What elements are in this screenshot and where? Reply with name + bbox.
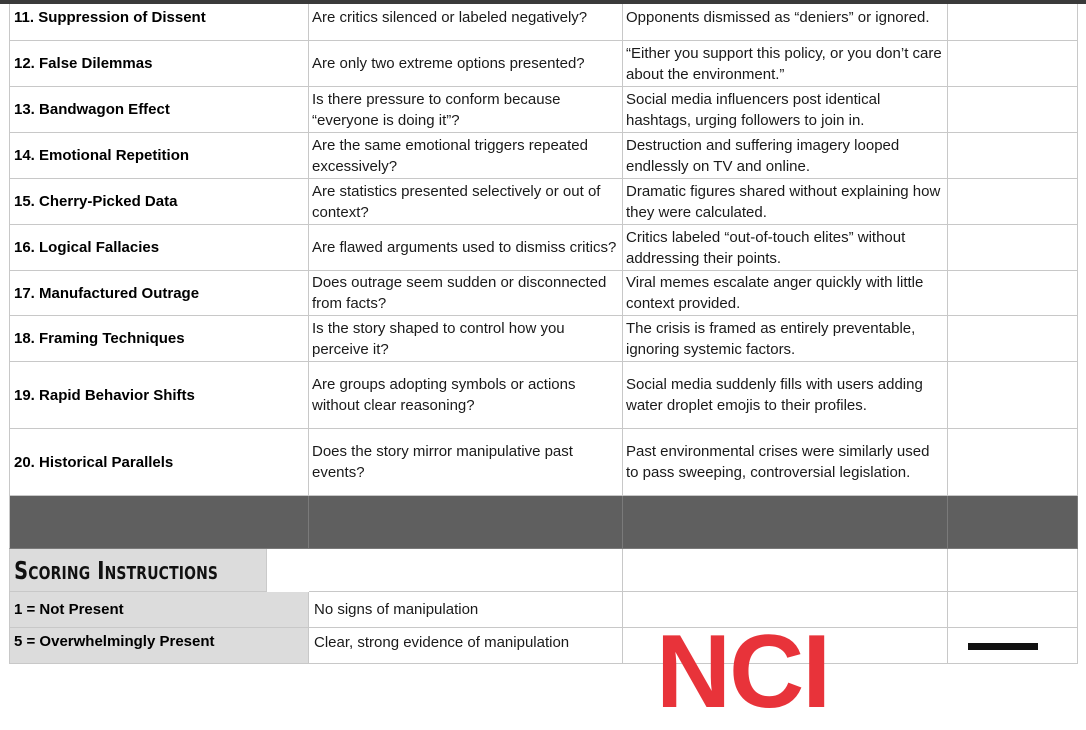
scoring-title: Scoring Instructions bbox=[14, 555, 219, 585]
row-19-question-cell[interactable] bbox=[309, 362, 623, 429]
scoring-1-desc-cell[interactable] bbox=[309, 592, 623, 628]
logo-bar bbox=[968, 643, 1038, 650]
row-17-score-cell[interactable] bbox=[948, 271, 1078, 316]
row-13-example-cell[interactable] bbox=[623, 87, 948, 133]
scoring-5-label: 5 = Overwhelmingly Present bbox=[14, 633, 215, 650]
row-18-example: The crisis is framed as entirely preventable, ignoring systemic factors. bbox=[626, 319, 916, 358]
row-18-question: Is the story shaped to control how you perceive it? bbox=[312, 319, 565, 358]
scoring-title-blank-d[interactable] bbox=[948, 549, 1078, 592]
row-13-name: 13. Bandwagon Effect bbox=[14, 101, 170, 118]
scoring-title-cell[interactable] bbox=[9, 549, 267, 592]
row-18-example-cell[interactable] bbox=[623, 316, 948, 362]
row-19-example-cell[interactable] bbox=[623, 362, 948, 429]
row-15-example: Dramatic figures shared without explaining how they were calculated. bbox=[626, 182, 941, 221]
row-17-question-cell[interactable] bbox=[309, 271, 623, 316]
row-16-question: Are flawed arguments used to dismiss critics? bbox=[312, 239, 617, 256]
row-16-example-cell[interactable] bbox=[623, 225, 948, 271]
row-20-name: 20. Historical Parallels bbox=[14, 453, 174, 471]
scoring-title-blank-c[interactable] bbox=[623, 549, 948, 592]
row-19-name: 19. Rapid Behavior Shifts bbox=[14, 386, 195, 404]
row-11-example: Opponents dismissed as “deniers” or ignored. bbox=[626, 8, 930, 26]
row-15-name-cell[interactable] bbox=[9, 179, 309, 225]
row-17-question: Does outrage seem sudden or disconnected from facts? bbox=[312, 274, 607, 312]
row-14-example-cell[interactable] bbox=[623, 133, 948, 179]
row-14-name-cell[interactable] bbox=[9, 133, 309, 179]
row-12-question: Are only two extreme options presented? bbox=[312, 55, 585, 72]
row-16-example: Critics labeled “out-of-touch elites” without addressing their points. bbox=[626, 228, 906, 267]
scoring-1-label-cell[interactable] bbox=[9, 592, 309, 628]
row-18-name: 18. Framing Techniques bbox=[14, 330, 185, 347]
row-19-example: Social media suddenly fills with users adding water droplet emojis to their profiles. bbox=[626, 376, 923, 414]
row-15-example-cell[interactable] bbox=[623, 179, 948, 225]
row-19-question: Are groups adopting symbols or actions without clear reasoning? bbox=[312, 376, 576, 414]
row-13-question: Is there pressure to conform because “everyone is doing it”? bbox=[312, 90, 561, 129]
row-20-question-cell[interactable] bbox=[309, 429, 623, 496]
row-13-question-cell[interactable] bbox=[309, 87, 623, 133]
scoring-1-label: 1 = Not Present bbox=[14, 601, 124, 618]
row-11-question: Are critics silenced or labeled negatively? bbox=[312, 8, 588, 26]
row-15-name: 15. Cherry-Picked Data bbox=[14, 193, 178, 210]
row-12-score-cell[interactable] bbox=[948, 41, 1078, 87]
row-20-question: Does the story mirror manipulative past events? bbox=[312, 443, 573, 481]
separator-cell-d[interactable] bbox=[948, 496, 1078, 549]
row-12-example: “Either you support this policy, or you don’t care about the environment.” bbox=[626, 44, 942, 83]
row-20-score-cell[interactable] bbox=[948, 429, 1078, 496]
row-16-score-cell[interactable] bbox=[948, 225, 1078, 271]
row-17-name: 17. Manufactured Outrage bbox=[14, 284, 200, 302]
row-15-question: Are statistics presented selectively or out of context? bbox=[312, 182, 601, 221]
row-12-question-cell[interactable] bbox=[309, 41, 623, 87]
row-20-example-cell[interactable] bbox=[623, 429, 948, 496]
row-11-score-cell[interactable] bbox=[948, 0, 1078, 41]
row-14-name: 14. Emotional Repetition bbox=[14, 147, 190, 164]
row-16-question-cell[interactable] bbox=[309, 225, 623, 271]
scoring-5-desc-cell[interactable] bbox=[309, 628, 623, 664]
row-17-example: Viral memes escalate anger quickly with little context provided. bbox=[626, 274, 924, 312]
row-19-name-cell[interactable] bbox=[9, 362, 309, 429]
row-13-score-cell[interactable] bbox=[948, 87, 1078, 133]
separator-cell-c[interactable] bbox=[623, 496, 948, 549]
row-15-question-cell[interactable] bbox=[309, 179, 623, 225]
row-14-example: Destruction and suffering imagery looped endlessly on TV and online. bbox=[626, 136, 900, 175]
scoring-1-desc: No signs of manipulation bbox=[314, 601, 479, 618]
row-20-example: Past environmental crises were similarly used to pass sweeping, controversial legislation. bbox=[626, 443, 930, 481]
nci-logo bbox=[656, 614, 1056, 730]
row-11-question-cell[interactable] bbox=[309, 0, 623, 41]
row-11-name-cell[interactable] bbox=[9, 0, 309, 41]
row-11-example-cell[interactable] bbox=[623, 0, 948, 41]
row-16-name-cell[interactable] bbox=[9, 225, 309, 271]
row-11-name: 11. Suppression of Dissent bbox=[14, 8, 206, 26]
scoring-title-blank-b[interactable] bbox=[309, 549, 623, 592]
row-17-example-cell[interactable] bbox=[623, 271, 948, 316]
row-17-name-cell[interactable] bbox=[9, 271, 309, 316]
row-12-name: 12. False Dilemmas bbox=[14, 55, 153, 72]
row-15-score-cell[interactable] bbox=[948, 179, 1078, 225]
row-16-name: 16. Logical Fallacies bbox=[14, 239, 160, 256]
row-20-name-cell[interactable] bbox=[9, 429, 309, 496]
row-14-question-cell[interactable] bbox=[309, 133, 623, 179]
row-12-name-cell[interactable] bbox=[9, 41, 309, 87]
row-12-example-cell[interactable] bbox=[623, 41, 948, 87]
row-13-example: Social media influencers post identical hashtags, urging followers to join in. bbox=[626, 90, 881, 129]
row-18-question-cell[interactable] bbox=[309, 316, 623, 362]
window-top-edge bbox=[0, 0, 1086, 4]
logo-text: NCI bbox=[656, 614, 830, 730]
row-19-score-cell[interactable] bbox=[948, 362, 1078, 429]
separator-cell-b[interactable] bbox=[309, 496, 623, 549]
row-13-name-cell[interactable] bbox=[9, 87, 309, 133]
separator-cell-a[interactable] bbox=[9, 496, 309, 549]
row-14-score-cell[interactable] bbox=[948, 133, 1078, 179]
scoring-5-label-cell[interactable] bbox=[9, 628, 309, 664]
row-14-question: Are the same emotional triggers repeated excessively? bbox=[312, 136, 588, 175]
row-18-score-cell[interactable] bbox=[948, 316, 1078, 362]
scoring-5-desc: Clear, strong evidence of manipulation bbox=[314, 634, 570, 651]
row-18-name-cell[interactable] bbox=[9, 316, 309, 362]
